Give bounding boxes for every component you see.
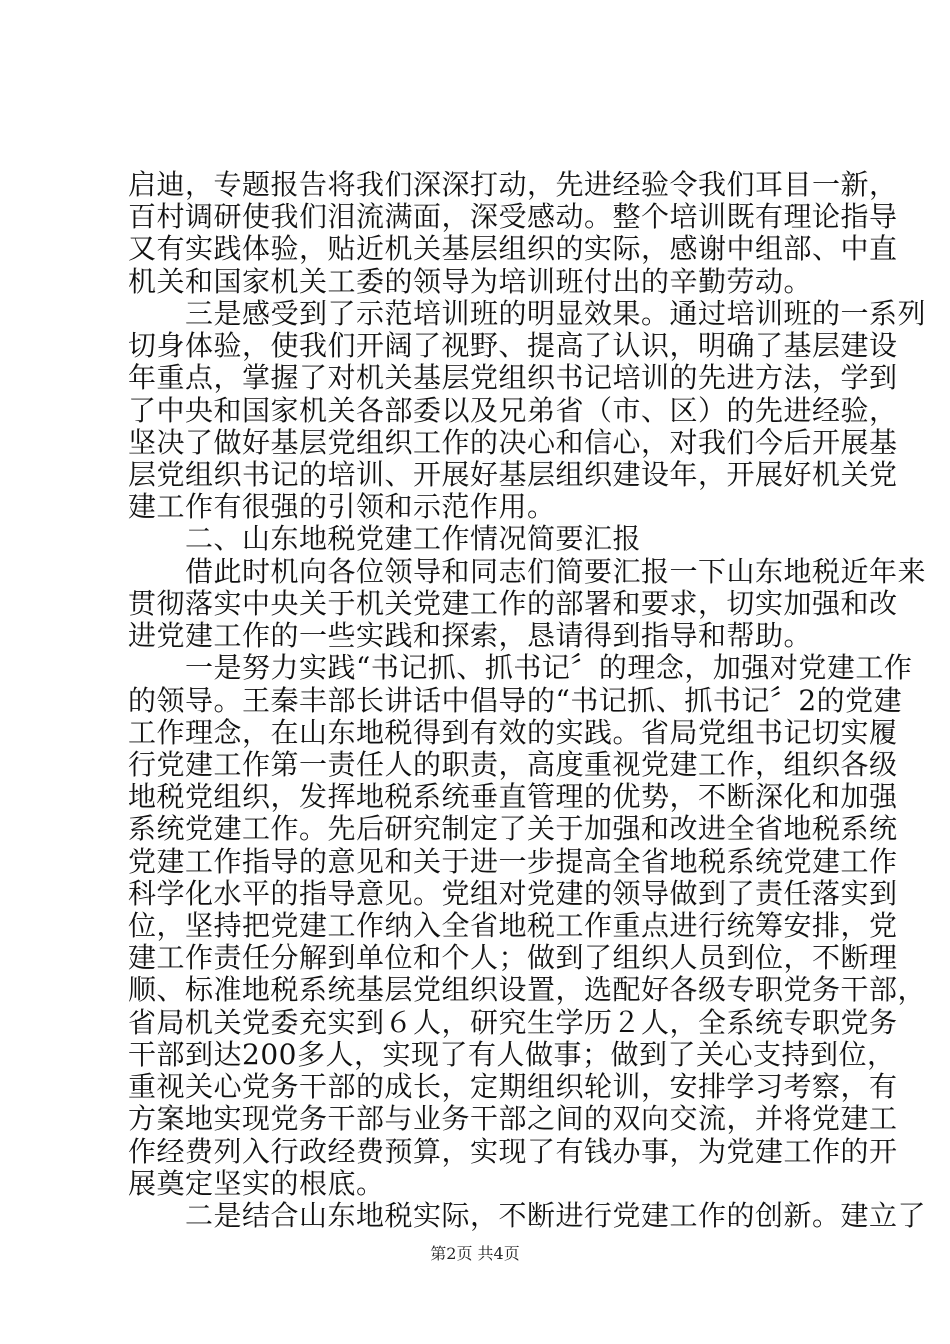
text-line: 干部到达200多人，实现了有人做事；做到了关心支持到位， (128, 1037, 896, 1071)
text-line: 了中央和国家机关各部委以及兄弟省（市、区）的先进经验， (128, 393, 898, 427)
text-line: 启迪，专题报告将我们深深打动，先进经验令我们耳目一新， (128, 168, 898, 201)
text-line: 三是感受到了示范培训班的明显效果。通过培训班的一系列 (128, 296, 927, 330)
text-line: 行党建工作第一责任人的职责，高度重视党建工作，组织各级 (128, 747, 898, 781)
text-line: 借此时机向各位领导和同志们简要汇报一下山东地税近年来 (128, 554, 927, 588)
text-line: 贯彻落实中央关于机关党建工作的部署和要求，切实加强和改 (128, 586, 898, 620)
text-line: 顺、标准地税系统基层党组织设置，选配好各级专职党务干部， (128, 973, 927, 1007)
text-line: 层党组织书记的培训、开展好基层组织建设年，开展好机关党 (128, 457, 898, 491)
text-line: 切身体验，使我们开阔了视野、提高了认识，明确了基层建设 (128, 329, 898, 363)
text-line: 又有实践体验，贴近机关基层组织的实际，感谢中组部、中直 (128, 232, 898, 266)
section-heading: 二、山东地税党建工作情况简要汇报 (128, 522, 642, 556)
text-line: 重视关心党务干部的成长，定期组织轮训，安排学习考察，有 (128, 1070, 898, 1104)
text-line: 工作理念，在山东地税得到有效的实践。省局党组书记切实履 (128, 715, 898, 749)
text-line: 建工作有很强的引领和示范作用。 (128, 490, 556, 524)
text-line: 党建工作指导的意见和关于进一步提高全省地税系统党建工作 (128, 844, 898, 878)
text-line: 一是努力实践“书记抓、抓书记〞的理念，加强对党建工作 (128, 651, 913, 685)
page-number-footer: 第2页 共4页 (430, 1244, 520, 1263)
text-line: 省局机关党委充实到６人，研究生学历２人，全系统专职党务 (128, 1005, 898, 1039)
text-line: 的领导。王秦丰部长讲话中倡导的“书记抓、抓书记〞2的党建 (128, 683, 903, 717)
text-line: 进党建工作的一些实践和探索，恳请得到指导和帮助。 (128, 619, 813, 653)
text-line: 百村调研使我们泪流满面，深受感动。整个培训既有理论指导 (128, 200, 898, 234)
text-line: 系统党建工作。先后研究制定了关于加强和改进全省地税系统 (128, 812, 898, 846)
text-line: 地税党组织，发挥地税系统垂直管理的优势，不断深化和加强 (128, 780, 898, 814)
text-line: 方案地实现党务干部与业务干部之间的双向交流，并将党建工 (128, 1102, 898, 1136)
text-line: 坚决了做好基层党组织工作的决心和信心，对我们今后开展基 (128, 425, 898, 459)
text-line: 科学化水平的指导意见。党组对党建的领导做到了责任落实到 (128, 876, 898, 910)
text-line: 位，坚持把党建工作纳入全省地税工作重点进行统筹安排，党 (128, 909, 898, 943)
text-line: 作经费列入行政经费预算，实现了有钱办事，为党建工作的开 (128, 1134, 898, 1168)
text-line: 建工作责任分解到单位和个人；做到了组织人员到位，不断理 (128, 941, 898, 975)
text-line: 机关和国家机关工委的领导为培训班付出的辛勤劳动。 (128, 264, 813, 298)
text-line: 年重点，掌握了对机关基层党组织书记培训的先进方法，学到 (128, 361, 898, 395)
text-line: 二是结合山东地税实际，不断进行党建工作的创新。建立了 (128, 1199, 927, 1232)
text-line: 展奠定坚实的根底。 (128, 1166, 385, 1200)
